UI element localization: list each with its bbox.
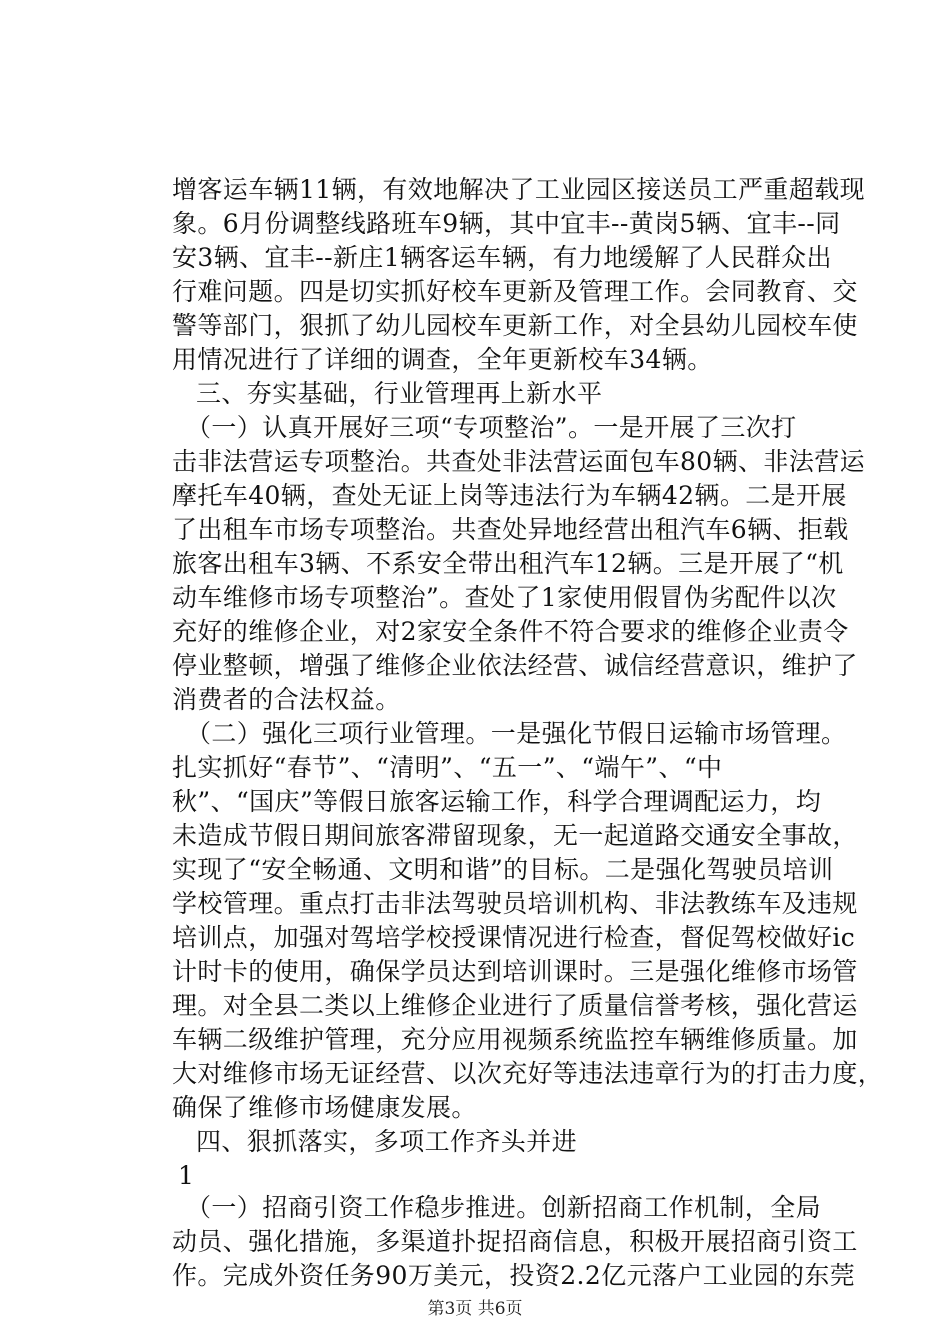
text-line: 旅客出租车3辆、不系安全带出租汽车12辆。三是开展了“机 bbox=[172, 549, 844, 578]
text-line: 秋”、“国庆”等假日旅客运输工作，科学合理调配运力，均 bbox=[172, 787, 822, 816]
stray-page-number: 1 bbox=[178, 1161, 195, 1190]
text-line: 用情况进行了详细的调查，全年更新校车34辆。 bbox=[172, 345, 713, 374]
page-footer: 第3页 共6页 bbox=[427, 1299, 523, 1319]
section-heading: 四、狠抓落实，多项工作齐头并进 bbox=[196, 1127, 578, 1156]
text-line: 象。6月份调整线路班车9辆，其中宜丰--黄岗5辆、宜丰--同 bbox=[172, 209, 841, 238]
text-line: 安3辆、宜丰--新庄1辆客运车辆，有力地缓解了人民群众出 bbox=[172, 243, 832, 272]
text-line: 理。对全县二类以上维修企业进行了质量信誉考核，强化营运 bbox=[172, 991, 858, 1020]
text-line: （二）强化三项行业管理。一是强化节假日运输市场管理。 bbox=[186, 719, 847, 748]
text-line: 计时卡的使用，确保学员达到培训课时。三是强化维修市场管 bbox=[172, 957, 858, 986]
text-line: 大对维修市场无证经营、以次充好等违法违章行为的打击力度， bbox=[172, 1059, 884, 1088]
text-line: 增客运车辆11辆，有效地解决了工业园区接送员工严重超载现 bbox=[172, 175, 866, 204]
text-line: 停业整顿，增强了维修企业依法经营、诚信经营意识，维护了 bbox=[172, 651, 858, 680]
text-line: 消费者的合法权益。 bbox=[172, 685, 401, 714]
text-line: 实现了“安全畅通、文明和谐”的目标。二是强化驾驶员培训 bbox=[172, 855, 834, 884]
text-line: 学校管理。重点打击非法驾驶员培训机构、非法教练车及违规 bbox=[172, 889, 858, 918]
text-line: 扎实抓好“春节”、“清明”、“五一”、“端午”、“中 bbox=[172, 753, 723, 782]
text-line: 充好的维修企业，对2家安全条件不符合要求的维修企业责令 bbox=[172, 617, 849, 646]
text-line: 摩托车40辆，查处无证上岗等违法行为车辆42辆。二是开展 bbox=[172, 481, 847, 510]
text-line: 了出租车市场专项整治。共查处异地经营出租汽车6辆、拒载 bbox=[172, 515, 849, 544]
text-line: 击非法营运专项整治。共查处非法营运面包车80辆、非法营运 bbox=[172, 447, 866, 476]
text-line: 作。完成外资任务90万美元，投资2.2亿元落户工业园的东莞 bbox=[172, 1261, 856, 1290]
text-line: （一）招商引资工作稳步推进。创新招商工作机制，全局 bbox=[186, 1193, 822, 1222]
section-heading: 三、夯实基础，行业管理再上新水平 bbox=[196, 379, 603, 408]
text-line: 培训点，加强对驾培学校授课情况进行检查，督促驾校做好ic bbox=[172, 923, 856, 952]
text-line: 未造成节假日期间旅客滞留现象，无一起道路交通安全事故， bbox=[172, 821, 858, 850]
text-line: 车辆二级维护管理，充分应用视频系统监控车辆维修质量。加 bbox=[172, 1025, 858, 1054]
text-line: 行难问题。四是切实抓好校车更新及管理工作。会同教育、交 bbox=[172, 277, 858, 306]
text-line: （一）认真开展好三项“专项整治”。一是开展了三次打 bbox=[186, 413, 797, 442]
text-line: 警等部门，狠抓了幼儿园校车更新工作，对全县幼儿园校车使 bbox=[172, 311, 858, 340]
text-line: 动车维修市场专项整治”。查处了1家使用假冒伪劣配件以次 bbox=[172, 583, 837, 612]
text-line: 动员、强化措施，多渠道扑捉招商信息，积极开展招商引资工 bbox=[172, 1227, 858, 1256]
text-line: 确保了维修市场健康发展。 bbox=[172, 1093, 477, 1122]
